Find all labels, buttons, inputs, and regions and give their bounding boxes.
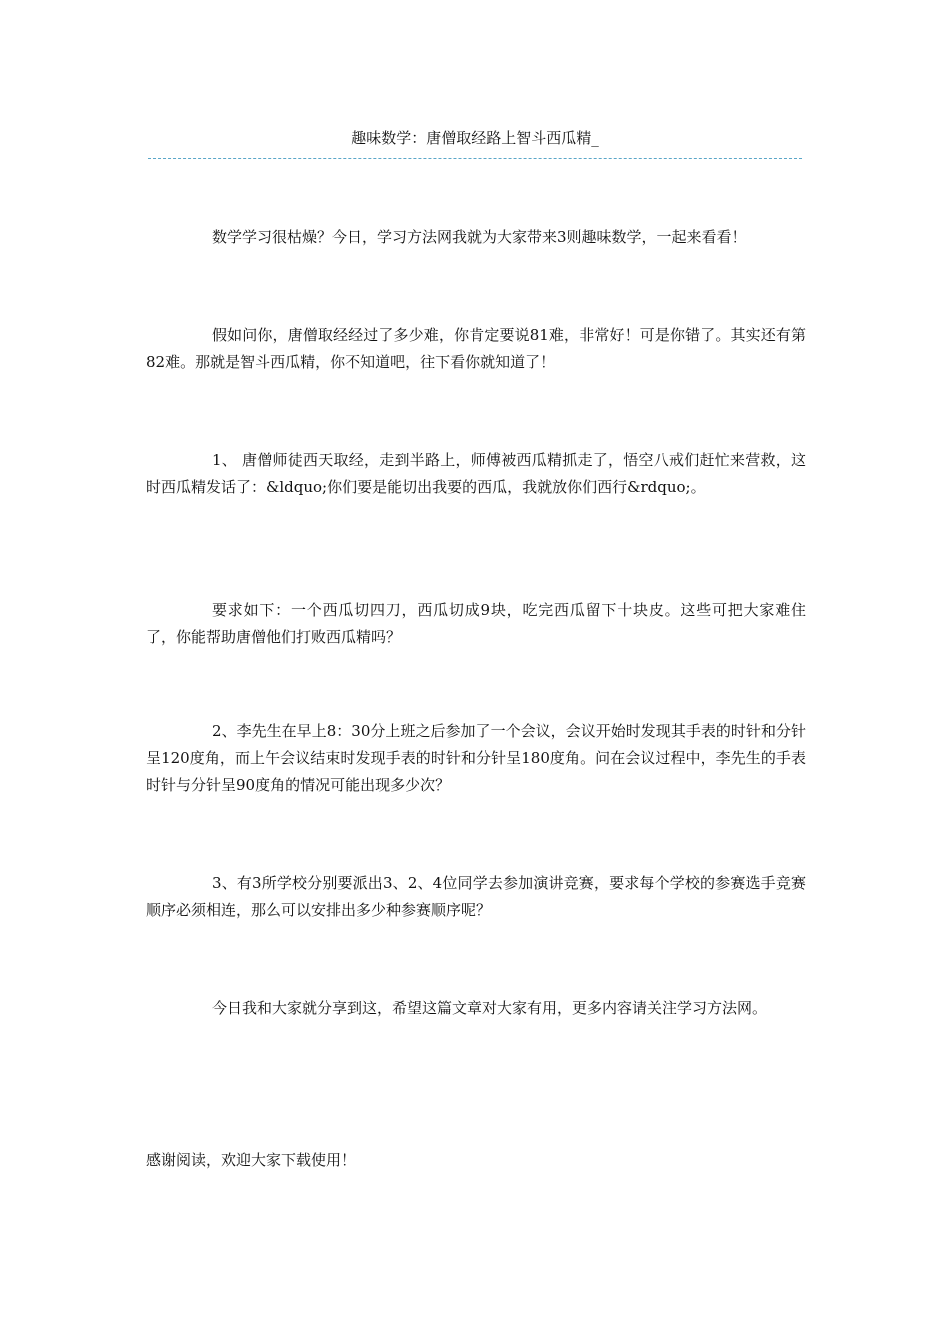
title-divider — [148, 158, 802, 159]
document-title: 趣味数学：唐僧取经路上智斗西瓜精_ — [351, 129, 599, 147]
paragraph-thanks: 感谢阅读，欢迎大家下载使用！ — [146, 1151, 357, 1169]
paragraph-puzzle-3: 3、有3所学校分别要派出3、2、4位同学去参加演讲竞赛，要求每个学校的参赛选手竞赛顺序必须相连，那么可以安排出多少种参赛顺序呢？ — [146, 874, 806, 919]
paragraph-intro: 数学学习很枯燥？今日，学习方法网我就为大家带来3则趣味数学，一起来看看！ — [212, 228, 747, 246]
paragraph-puzzle-1-requirements: 要求如下：一个西瓜切四刀，西瓜切成9块，吃完西瓜留下十块皮。这些可把大家难住了，你能帮助唐僧他们打败西瓜精吗？ — [146, 601, 806, 646]
paragraph-puzzle-1: 1、 唐僧师徒西天取经，走到半路上，师傅被西瓜精抓走了，悟空八戒们赶忙来营救，这时西瓜精发话了：&ldquo;你们要是能切出我要的西瓜，我就放你们西行&rdquo;。 — [146, 451, 806, 496]
paragraph-puzzle-2: 2、李先生在早上8：30分上班之后参加了一个会议，会议开始时发现其手表的时针和分针呈120度角，而上午会议结束时发现手表的时针和分针呈180度角。问在会议过程中，李先生的手表时针与分针呈90度角的情况可能出现多少次？ — [146, 722, 806, 794]
paragraph-82-difficulties: 假如问你，唐僧取经经过了多少难，你肯定要说81难，非常好！可是你错了。其实还有第82难。那就是智斗西瓜精，你不知道吧，往下看你就知道了！ — [146, 326, 806, 371]
paragraph-closing: 今日我和大家就分享到这，希望这篇文章对大家有用，更多内容请关注学习方法网。 — [212, 999, 768, 1017]
